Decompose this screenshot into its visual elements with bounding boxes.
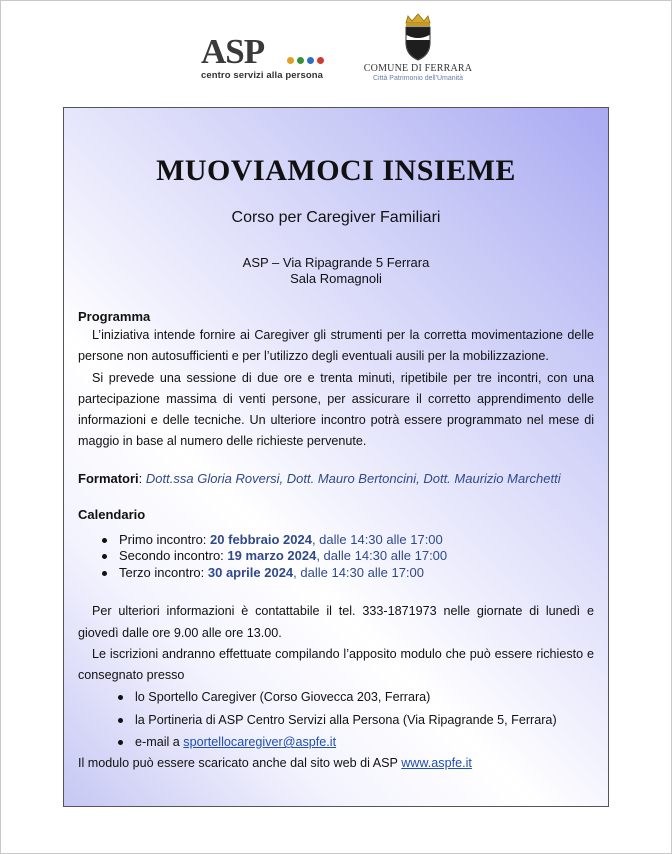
contact-item-email [118,731,594,753]
info-paragraph-2: Le iscrizioni andranno effettuate compilando l’apposito modulo che può essere richiesto e consegnato presso [78,646,594,683]
flyer-address [64,255,608,287]
contacts-list [78,686,594,753]
incontro-date: 19 marzo 2024 [227,548,317,564]
incontro-label: Secondo incontro: [119,548,228,564]
formatori-separator: : [138,470,146,486]
asp-dot-red [317,57,324,64]
flyer-box [63,107,609,807]
programma-paragraph-1: L’iniziativa intende fornire ai Caregiver gli strumenti per la corretta movimentazione delle persone non autosufficienti e per l’utilizzo degli eventuali ausili per la mobilizzazione. [78,328,594,364]
email-prefix: e-mail a [135,735,184,750]
incontro-label: Terzo incontro: [119,564,208,580]
flyer-title: MUOVIAMOCI INSIEME [156,154,516,187]
asp-dot-orange [287,57,294,64]
programma-heading: Programma [78,309,151,324]
asp-logo-word: ASP [201,32,265,71]
calendario-item [102,565,594,582]
incontro-date: 30 aprile 2024 [207,564,294,580]
contact-item: lo Sportello Caregiver (Corso Giovecca 203, Ferrara) [118,686,594,708]
incontro-date: 20 febbraio 2024 [210,531,312,547]
address-line-2: Sala Romagnoli [290,271,382,286]
formatori-line [78,471,594,487]
website-link[interactable]: www.aspfe.it [401,756,472,771]
asp-logo [201,32,331,85]
website-line [78,753,594,774]
formatori-names: Dott.ssa Gloria Roversi, Dott. Mauro Bertoncini, Dott. Maurizio Marchetti [145,470,561,486]
comune-ferrara-logo [363,13,473,85]
asp-dot-green [297,57,304,64]
website-prefix: Il modulo può essere scaricato anche dal sito web di ASP [78,756,402,771]
comune-name: COMUNE DI FERRARA [363,63,473,74]
asp-dot-blue [307,57,314,64]
flyer-subtitle: Corso per Caregiver Familiari [231,209,441,226]
info-paragraph-1: Per ulteriori informazioni è contattabile il tel. 333-1871973 nelle giornate di lunedì e giovedì dalle ore 9.00 alle ore 13.00. [78,604,594,640]
asp-logo-dots [287,57,324,64]
calendario-item [102,548,594,565]
calendario-item [102,532,594,549]
asp-logo-tagline: centro servizi alla persona [201,70,324,81]
email-link[interactable]: sportellocaregiver@aspfe.it [183,735,337,750]
comune-motto: Città Patrimonio dell'Umanità [372,75,464,82]
calendario-list [78,532,594,582]
incontro-time: , dalle 14:30 alle 17:00 [311,531,443,547]
contact-item: la Portineria di ASP Centro Servizi alla Persona (Via Ripagrande 5, Ferrara) [118,709,594,731]
formatori-label: Formatori [78,470,139,486]
flyer-content [78,309,594,774]
ferrara-crest-icon [398,13,438,61]
programma-paragraph-2: Si prevede una sessione di due ore e trenta minuti, ripetibile per tre incontri, con una partecipazione massima di venti persone, per assicurare il corretto apprendimento delle informazioni e delle tecniche. Un ulteriore incontro potrà essere programmato nel mese di maggio in base al numero delle richieste pervenute. [78,370,594,449]
address-line-1: ASP – Via Ripagrande 5 Ferrara [242,255,430,270]
incontro-time: , dalle 14:30 alle 17:00 [293,564,424,580]
calendario-heading: Calendario [78,506,146,522]
incontro-time: , dalle 14:30 alle 17:00 [316,548,448,564]
incontro-label: Primo incontro: [119,531,211,547]
